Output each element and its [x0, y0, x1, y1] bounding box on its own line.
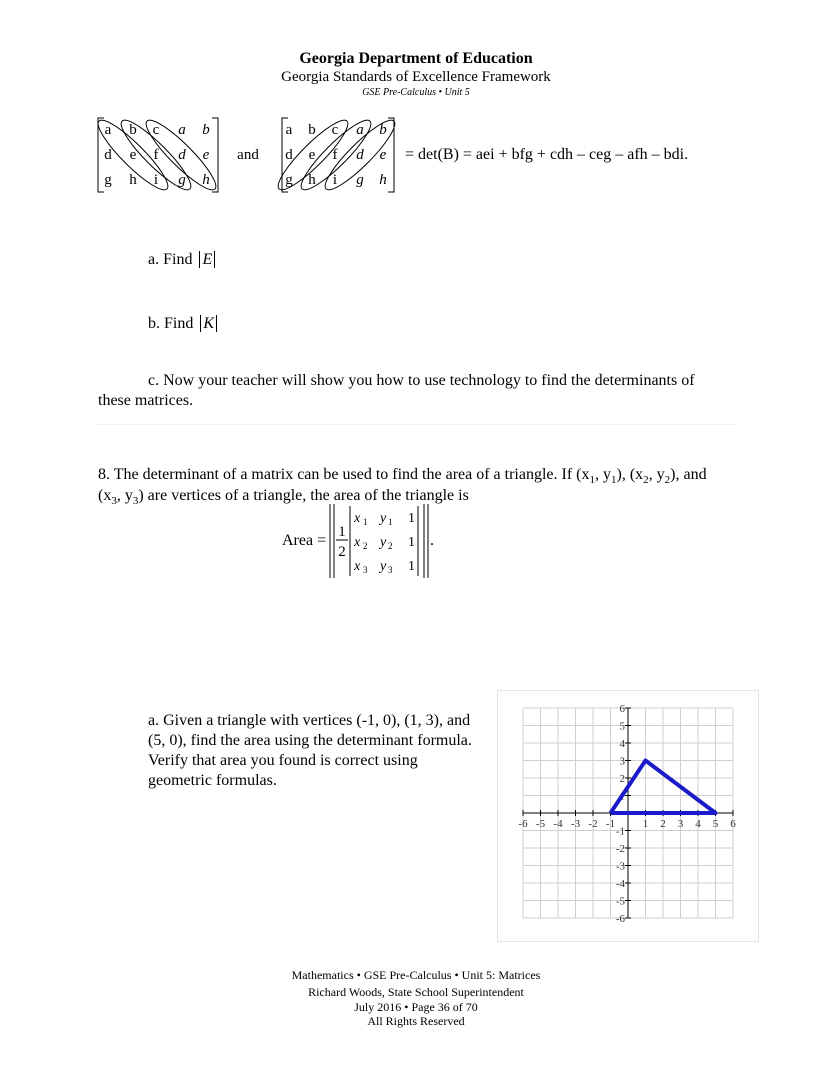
part-c-line2: these matrices.	[98, 392, 194, 409]
frac-den: 2	[338, 544, 346, 560]
m1-cell: c	[152, 122, 160, 138]
part-b-prefix: b. Find	[148, 315, 194, 332]
m1-cell: g	[104, 172, 112, 188]
m2-cell: i	[332, 172, 338, 188]
m1-cell: a	[104, 122, 112, 138]
and-word: and	[237, 147, 259, 163]
part-b	[148, 314, 217, 334]
svg-text:1: 1	[408, 559, 415, 574]
x-tick-label: 2	[660, 818, 666, 830]
m1-cell: b	[129, 122, 137, 138]
m1-cell: e	[202, 147, 210, 163]
x-tick-label: -3	[570, 818, 581, 830]
footer-line3: July 2016 • Page 36 of 70	[354, 1000, 478, 1014]
m2-cell: b	[308, 122, 316, 138]
svg-text:y: y	[380, 559, 387, 574]
det-e: E	[199, 251, 215, 268]
svg-text:1: 1	[388, 517, 393, 527]
y-tick-label: 3	[619, 755, 625, 768]
y-tick-label: 1	[619, 790, 625, 803]
svg-text:1: 1	[363, 517, 368, 527]
x-tick-label: 4	[695, 818, 701, 830]
coordinate-graph	[498, 691, 758, 941]
y-tick-label: -4	[615, 878, 625, 890]
m1-cell: h	[129, 172, 137, 188]
y-tick-label: -5	[615, 895, 625, 908]
svg-text:x: x	[354, 559, 361, 574]
m2-cell: h	[379, 172, 387, 188]
x-tick-label: 5	[712, 818, 719, 830]
page-title: Georgia Department of Education	[299, 50, 533, 67]
m2-cell: b	[379, 122, 387, 138]
left-bracket-1	[98, 118, 104, 192]
svg-text:y: y	[380, 535, 387, 550]
y-tick-label: -2	[615, 843, 625, 855]
x-tick-label: -2	[588, 818, 598, 830]
problem8-line2: ($x_3$, $y_3$) are vertices of a triangle, the area of the triangle is	[98, 487, 469, 507]
m2-cell: h	[308, 172, 316, 188]
svg-text:2: 2	[388, 541, 393, 551]
footer-line1: Mathematics • GSE Pre-Calculus • Unit 5: Matrices	[291, 968, 541, 982]
x-tick-label: -4	[553, 818, 563, 830]
y-tick-label: -1	[615, 825, 625, 838]
footer-line2: Richard Woods, State School Superintendent	[308, 985, 524, 999]
m1-cell: d	[104, 147, 112, 163]
m2-cell: d	[285, 147, 293, 163]
frac-num: 1	[338, 524, 346, 540]
course-label: GSE Pre-Calculus • Unit 5	[362, 87, 470, 98]
svg-text:x: x	[354, 535, 361, 550]
svg-text:x: x	[354, 511, 361, 526]
m2-cell: c	[331, 122, 339, 138]
area-formula	[280, 500, 450, 582]
m2-cell: e	[379, 147, 387, 163]
m1-cell: h	[202, 172, 210, 188]
part-a-prefix: a. Find	[148, 251, 193, 268]
svg-text:3: 3	[388, 565, 393, 575]
footer-line4: All Rights Reserved	[367, 1014, 465, 1028]
x-tick-label: 1	[642, 818, 649, 830]
part-c-line1: c. Now your teacher will show you how to use technology to find the determinants of	[148, 372, 695, 389]
page-subtitle: Georgia Standards of Excellence Framework	[281, 69, 551, 85]
m1-cell: g	[178, 172, 186, 188]
y-tick-label: -3	[615, 860, 625, 873]
svg-text:1: 1	[408, 535, 415, 550]
y-tick-label: 4	[619, 738, 625, 750]
x-tick-label: 6	[730, 818, 736, 830]
m2-cell: a	[285, 122, 293, 138]
svg-text:2: 2	[363, 541, 368, 551]
svg-text:3: 3	[363, 565, 368, 575]
m1-cell: i	[153, 172, 159, 188]
det-formula: = det(B) = aei + bfg + cdh – ceg – afh – bdi.	[405, 146, 689, 163]
m1-cell: b	[202, 122, 210, 138]
m1-cell: d	[178, 147, 186, 163]
problem8a: a. Given a triangle with vertices (-1, 0), (1, 3), and (5, 0), find the area using the determinant formula. Verify that area you found is correct using geometric formulas.	[148, 712, 472, 789]
m1-cell: e	[129, 147, 137, 163]
svg-text:1: 1	[408, 511, 415, 526]
graph-frame	[497, 690, 759, 942]
m2-cell: g	[285, 172, 293, 188]
x-tick-label: -6	[518, 818, 528, 830]
det-k: K	[200, 315, 217, 332]
part-a	[148, 250, 215, 270]
matrix1-entries	[104, 122, 210, 188]
divider	[98, 424, 734, 425]
m2-cell: g	[356, 172, 364, 188]
m2-cell: a	[356, 122, 364, 138]
x-tick-label: 3	[677, 818, 684, 830]
y-tick-label: 2	[619, 773, 625, 785]
x-tick-label: -1	[605, 818, 616, 830]
problem8-line1: 8. The determinant of a matrix can be used to find the area of a triangle. If ($x_1$, $y_1$), ($x_2$, $y_2$), and	[98, 466, 707, 486]
sarrus-diagram	[90, 112, 420, 198]
m2-cell: e	[308, 147, 316, 163]
y-tick-label: 5	[619, 720, 625, 733]
area-label: Area =	[282, 532, 327, 549]
svg-text:y: y	[380, 511, 387, 526]
y-tick-label: -6	[615, 913, 625, 925]
m1-cell: f	[153, 147, 159, 163]
svg-text:.: .	[430, 532, 434, 549]
x-tick-label: -5	[535, 818, 546, 830]
m1-cell: a	[178, 122, 186, 138]
m2-cell: d	[356, 147, 364, 163]
matrix2-entries	[285, 122, 387, 188]
y-tick-label: 6	[619, 703, 625, 715]
m2-cell: f	[332, 147, 338, 163]
